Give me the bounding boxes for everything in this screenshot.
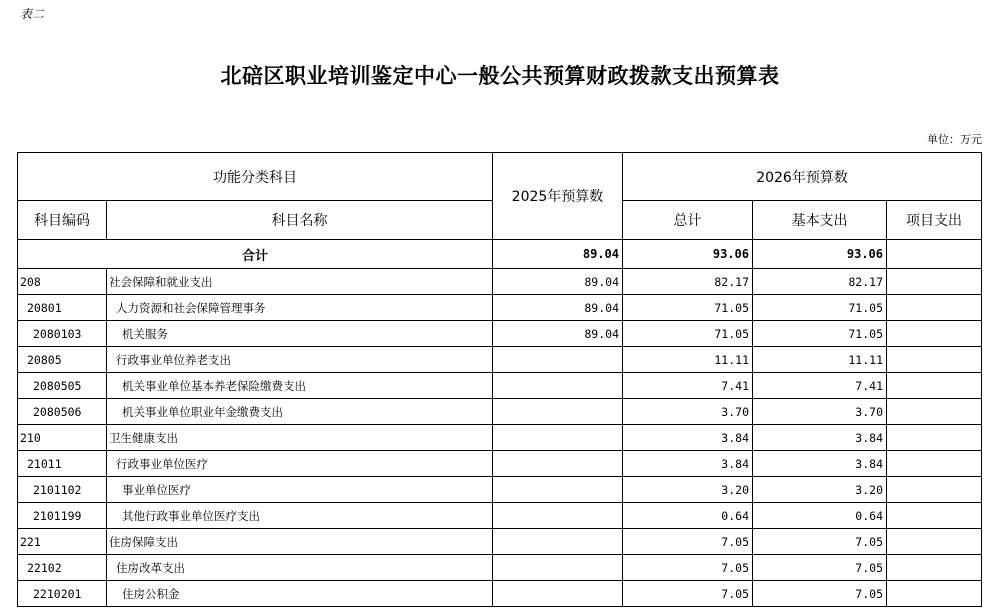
budget-2025-value [493,451,623,477]
budget-table [17,152,982,607]
subject-name: 行政事业单位养老支出 [107,347,493,373]
subject-code: 20805 [18,347,107,373]
subject-code: 2080103 [18,321,107,347]
project-value [887,269,982,295]
basic-value: 3.20 [753,477,887,503]
basic-value: 3.70 [753,399,887,425]
total-value: 71.05 [623,295,753,321]
budget-2025-value [493,399,623,425]
project-value [887,373,982,399]
total-project [887,240,982,269]
header-code: 科目编码 [18,201,107,240]
project-value [887,295,982,321]
header-basic: 基本支出 [753,201,887,240]
subject-name: 住房公积金 [107,581,493,607]
table-row [18,477,982,503]
table-row [18,295,982,321]
total-label: 合计 [18,240,493,269]
basic-value: 7.41 [753,373,887,399]
table-row [18,503,982,529]
subject-code: 20801 [18,295,107,321]
subject-code: 2080505 [18,373,107,399]
project-value [887,529,982,555]
header-name: 科目名称 [107,201,493,240]
table-row [18,451,982,477]
subject-code: 2210201 [18,581,107,607]
basic-value: 7.05 [753,555,887,581]
subject-code: 210 [18,425,107,451]
subject-code: 2101199 [18,503,107,529]
total-value: 7.05 [623,555,753,581]
total-value: 3.20 [623,477,753,503]
table-row [18,321,982,347]
unit-label: 单位：万元 [927,133,982,146]
basic-value: 7.05 [753,581,887,607]
project-value [887,425,982,451]
project-value [887,451,982,477]
project-value [887,555,982,581]
basic-value: 7.05 [753,529,887,555]
subject-name: 事业单位医疗 [107,477,493,503]
budget-2025-value [493,477,623,503]
subject-name: 住房改革支出 [107,555,493,581]
total-basic: 93.06 [753,240,887,269]
basic-value: 11.11 [753,347,887,373]
project-value [887,503,982,529]
subject-name: 行政事业单位医疗 [107,451,493,477]
total-value: 7.05 [623,581,753,607]
header-budget-2025: 2025年预算数 [493,153,623,240]
budget-2025-value [493,425,623,451]
header-budget-2026: 2026年预算数 [623,153,982,201]
budget-2025-value [493,555,623,581]
total-value: 71.05 [623,321,753,347]
table-number: 表二 [20,7,45,21]
budget-2025-value: 89.04 [493,295,623,321]
basic-value: 71.05 [753,321,887,347]
subject-code: 21011 [18,451,107,477]
subject-name: 社会保障和就业支出 [107,269,493,295]
total-value: 3.84 [623,425,753,451]
total-row [18,240,982,269]
basic-value: 3.84 [753,451,887,477]
page-title: 北碚区职业培训鉴定中心一般公共预算财政拨款支出预算表 [220,64,780,88]
table-row [18,581,982,607]
total-value: 11.11 [623,347,753,373]
basic-value: 71.05 [753,295,887,321]
total-total: 93.06 [623,240,753,269]
project-value [887,321,982,347]
budget-2025-value [493,503,623,529]
header-project: 项目支出 [887,201,982,240]
subject-name: 卫生健康支出 [107,425,493,451]
table-row [18,425,982,451]
project-value [887,347,982,373]
header-row-top [18,153,982,201]
budget-2025-value: 89.04 [493,269,623,295]
basic-value: 82.17 [753,269,887,295]
basic-value: 3.84 [753,425,887,451]
project-value [887,581,982,607]
total-value: 7.05 [623,529,753,555]
project-value [887,477,982,503]
budget-2025-value [493,529,623,555]
budget-2025-value [493,581,623,607]
subject-code: 208 [18,269,107,295]
subject-name: 机关事业单位职业年金缴费支出 [107,399,493,425]
subject-code: 221 [18,529,107,555]
total-value: 3.84 [623,451,753,477]
total-value: 82.17 [623,269,753,295]
table-row [18,347,982,373]
header-total: 总计 [623,201,753,240]
project-value [887,399,982,425]
subject-name: 机关服务 [107,321,493,347]
budget-2025-value [493,347,623,373]
subject-code: 2101102 [18,477,107,503]
table-row [18,269,982,295]
table-row [18,373,982,399]
subject-name: 机关事业单位基本养老保险缴费支出 [107,373,493,399]
basic-value: 0.64 [753,503,887,529]
subject-name: 人力资源和社会保障管理事务 [107,295,493,321]
total-value: 0.64 [623,503,753,529]
table-row [18,529,982,555]
budget-2025-value: 89.04 [493,321,623,347]
table-row [18,399,982,425]
subject-code: 22102 [18,555,107,581]
total-b2025: 89.04 [493,240,623,269]
subject-code: 2080506 [18,399,107,425]
budget-2025-value [493,373,623,399]
total-value: 7.41 [623,373,753,399]
subject-name: 其他行政事业单位医疗支出 [107,503,493,529]
total-value: 3.70 [623,399,753,425]
header-func-class: 功能分类科目 [18,153,493,201]
subject-name: 住房保障支出 [107,529,493,555]
table-row [18,555,982,581]
